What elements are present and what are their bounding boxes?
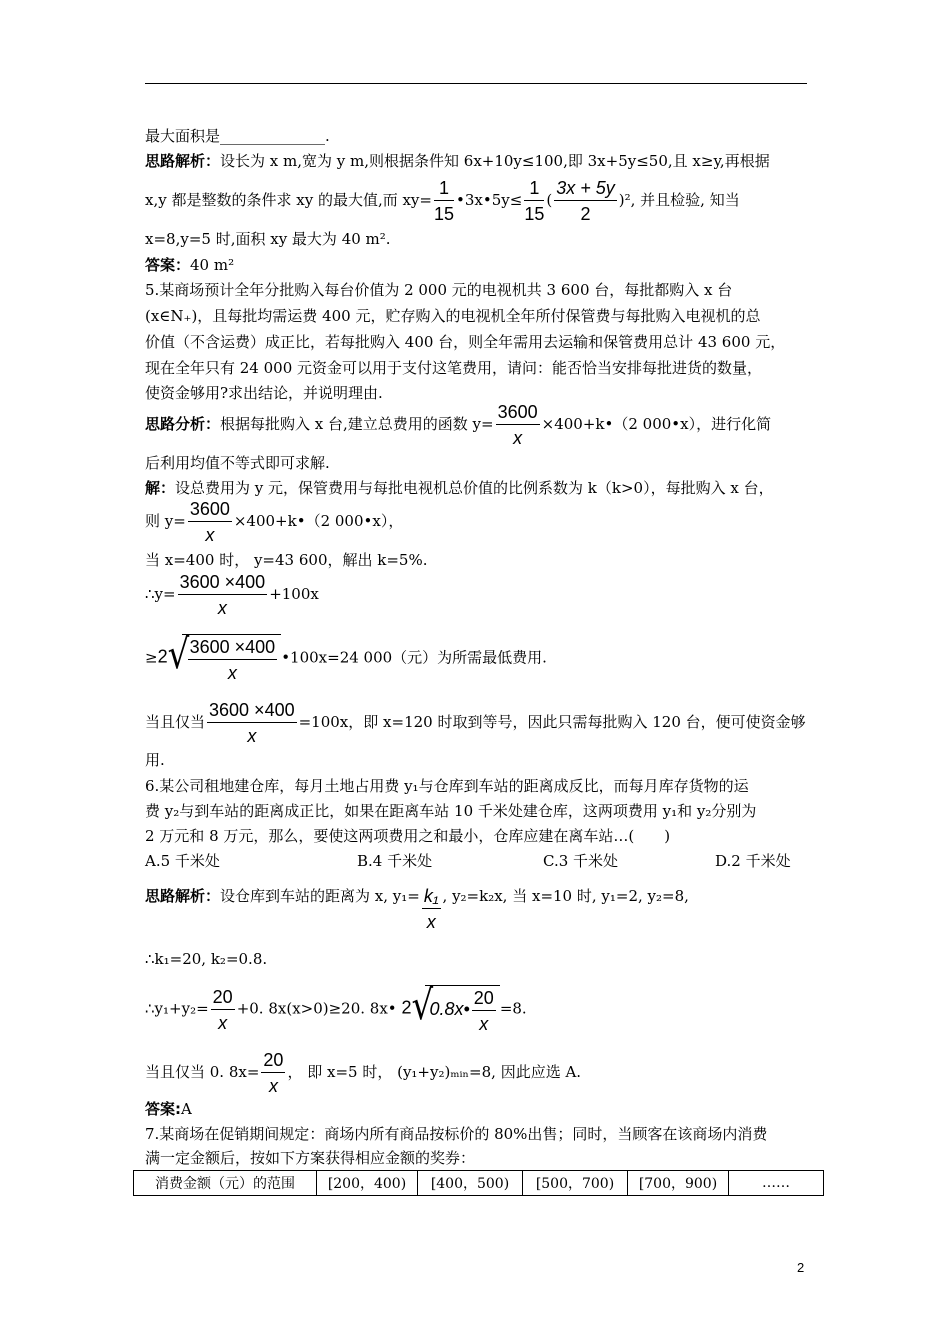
q5-line: 现在全年只有 24 000 元资金可以用于支付这笔费用，请问：能否恰当安排每批进货的数量，	[145, 359, 763, 377]
table-cell: [200，400)	[317, 1171, 418, 1196]
q4-answer: 答案：40 m²	[145, 256, 235, 274]
q5-line: 使资金够用?求出结论，并说明理由.	[145, 384, 383, 402]
fraction: $\frac{20}{x}$	[212, 986, 233, 1033]
fraction: $\frac{3600}{x}$	[497, 402, 538, 448]
analysis-label: 思路解析：	[145, 152, 221, 170]
q5-solution-line3: 当 x=400 时， y=43 600，解出 k=5%.	[145, 551, 428, 569]
q5-line: 5.某商场预计全年分批购入每台价值为 2 000 元的电视机共 3 600 台，每批都购入 x 台	[145, 281, 733, 299]
fraction: $\frac{1}{15}$	[524, 178, 545, 224]
table-cell: [700，900)	[628, 1171, 729, 1196]
q5-solution-line2: 则 y= $\frac{3600}{x}$ ×400+k•（2 000•x），	[145, 499, 404, 545]
q6-line: 6.某公司租地建仓库，每月土地占用费 y₁与仓库到车站的距离成反比，而每月库存货物的运	[145, 777, 749, 795]
q7-line: 满一定金额后，按如下方案获得相应金额的奖券：	[145, 1149, 476, 1167]
q6-k-line: ∴k₁=20, k₂=0.8.	[145, 950, 268, 968]
fraction: $\frac{\text{k₁}}{x}$	[423, 886, 439, 932]
q4-analysis: 思路解析：设长为 x m,宽为 y m,则根据条件知 6x+10y≤100,即 3x+5y≤50,且 x≥y,再根据	[145, 152, 770, 170]
q6-sum-line: ∴y₁+y₂= $\frac{20}{x}$ +0. 8x(x>0)≥20. 8x• 2 √ 0.8x• $\frac{20}{x}$ =8.	[145, 982, 527, 1034]
header-rule	[145, 83, 807, 84]
q6-option-d: D.2 千米处	[715, 852, 791, 870]
fraction: $\frac{20}{x}$	[473, 988, 494, 1034]
q6-answer: 答案:A	[145, 1100, 192, 1118]
q6-option-b: B.4 千米处	[357, 852, 433, 870]
q4-line: 最大面积是______________.	[145, 127, 330, 145]
q6-analysis: 思路解析：设仓库到车站的距离为 x, y₁= $\frac{\text{k₁}}{x}$ , y₂=k₂x, 当 x=10 时, y₁=2, y₂=8,	[145, 886, 689, 932]
q4-analysis-line3: x=8,y=5 时,面积 xy 最大为 40 m².	[145, 230, 391, 248]
page-number: 2	[797, 1260, 805, 1275]
q5-solution: 解：设总费用为 y 元，保管费用与每批电视机总价值的比例系数为 k（k>0），每批购入 x 台，	[145, 479, 774, 497]
q6-option-a: A.5 千米处	[145, 852, 220, 870]
q7-line: 7.某商场在促销期间规定：商场内所有商品按标价的 80%出售；同时，当顾客在该商场内消费	[145, 1125, 768, 1143]
table-cell: 消费金额（元）的范围	[134, 1171, 317, 1196]
fraction: $\frac{3x + 5y}{2}$	[556, 178, 615, 224]
q4-analysis-line2: x,y 都是整数的条件求 xy 的最大值,而 xy= $\frac{1}{15}$ •3x•5y≤ $\frac{1}{15}$ ( $\frac{3x + 5y}{2}$ )², 并且检验, 知当	[145, 178, 740, 224]
q5-solution-line6: 当且仅当 $\frac{3600 \times 400}{x}$ =100x，即 x=120 时取到等号，因此只需每批购入 120 台，便可使资金够	[145, 700, 806, 746]
fraction: $\frac{3600}{x}$	[189, 499, 230, 545]
fraction: $\frac{3600 \times 400}{x}$	[179, 572, 266, 618]
table-cell: [500，700)	[523, 1171, 628, 1196]
q5-line: (x∈N₊)，且每批均需运费 400 元，贮存购入的电视机全年所付保管费与每批购入电视机的总	[145, 307, 761, 325]
q6-line: 2 万元和 8 万元，那么，要使这两项费用之和最小，仓库应建在离车站…( )	[145, 827, 671, 845]
q6-equality-line: 当且仅当 0. 8x= $\frac{20}{x}$ ， 即 x=5 时， (y₁+y₂)ₘᵢₙ=8, 因此应选 A.	[145, 1050, 582, 1096]
q5-solution-line4: ∴y= $\frac{3600 \times 400}{x}$ +100x	[145, 572, 319, 618]
q5-analysis: 思路分析：根据每批购入 x 台,建立总费用的函数 y= $\frac{3600}{x}$ ×400+k•（2 000•x），进行化简	[145, 402, 772, 448]
voucher-table	[133, 1170, 824, 1196]
table-cell: ……	[729, 1171, 824, 1196]
square-root: √ $\frac{3600 \times 400}{x}$	[168, 634, 282, 683]
fraction: $\frac{3600 \times 400}{x}$	[209, 700, 295, 746]
q5-line: 价值（不含运费）成正比，若每批购入 400 台，则全年需用去运输和保管费用总计 43 600 元，	[145, 333, 786, 351]
fraction: $\frac{1}{15}$	[433, 178, 455, 224]
q5-solution-line5: ≥2 √ $\frac{3600 \times 400}{x}$ •100x=24 000（元）为所需最低费用.	[145, 631, 547, 683]
square-root: √ 0.8x• $\frac{20}{x}$	[411, 985, 499, 1034]
q5-solution-line7: 用.	[145, 751, 165, 769]
fraction: $\frac{20}{x}$	[263, 1050, 284, 1096]
table-cell: [400，500)	[418, 1171, 523, 1196]
q6-option-c: C.3 千米处	[543, 852, 619, 870]
fraction: $\frac{3600 \times 400}{x}$	[189, 637, 276, 683]
q5-analysis-line2: 后利用均值不等式即可求解.	[145, 454, 330, 472]
q6-line: 费 y₂与到车站的距离成正比，如果在距离车站 10 千米处建仓库，这两项费用 y₁和 y₂分别为	[145, 802, 757, 820]
table-row	[134, 1171, 824, 1196]
